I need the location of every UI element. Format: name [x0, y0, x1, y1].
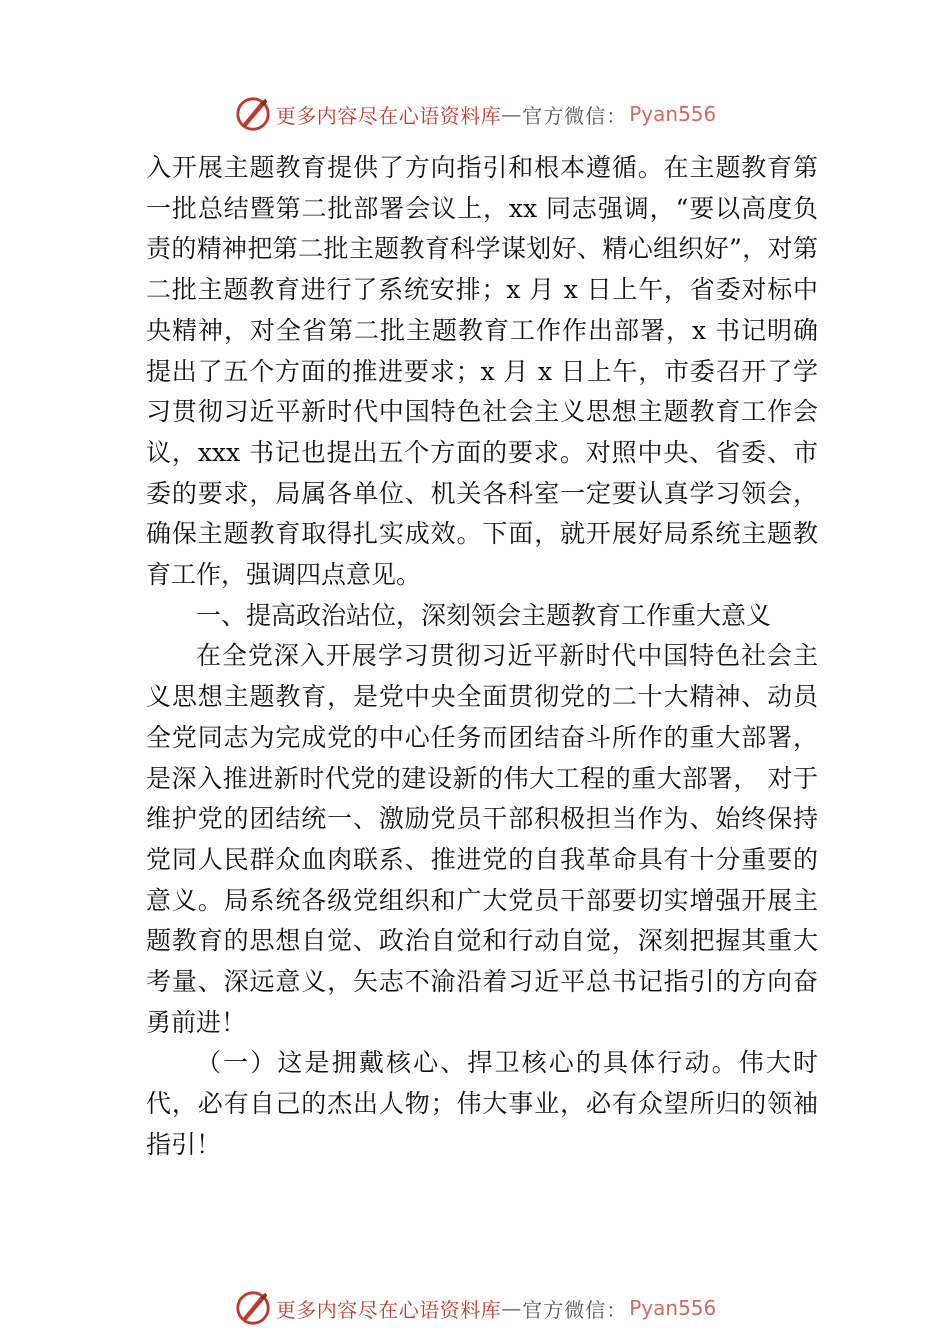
paragraph-1: 入开展主题教育提供了方向指引和根本遵循。在主题教育第一批总结暨第二批部署会议上，xx 同志强调，“要以高度负责的精神把第二批主题教育科学谋划好、精心组织好”，对第二批主题教育进行了系统安排；x 月 x 日上午，省委对标中央精神，对全省第二批主题教育工作作出部署，x 书记明确提出了五个方面的推进要求；x 月 x 日上午，市委召开了学习贯彻习近平新时代中国特色社会主义思想主题教育工作会议，xxx 书记也提出五个方面的要求。对照中央、省委、市委的要求，局属各单位、机关各科室一定要认真学习领会， 确保主题教育取得扎实成效。下面，就开展好局系统主题教育工作，强调四点意见。: [146, 153, 818, 590]
banner-account: Pyan556: [629, 102, 717, 126]
pen-logo-icon: [234, 95, 272, 133]
pen-logo-icon: [234, 1289, 272, 1327]
banner-account: Pyan556: [629, 1296, 717, 1320]
banner-wechat-label: 官方微信：: [522, 103, 628, 128]
banner-dash: —: [501, 102, 523, 126]
section-heading-1: 一、提高政治站位，深刻领会主题教育工作重大意义: [196, 600, 772, 630]
banner-brand: 更多内容尽在心语资料库: [275, 103, 502, 128]
banner-wechat-label: 官方微信：: [522, 1297, 628, 1322]
banner-dash: —: [501, 1296, 523, 1320]
document-body: [146, 148, 818, 1166]
footer-banner: [0, 1286, 950, 1330]
paragraph-2: 在全党深入开展学习贯彻习近平新时代中国特色社会主义思想主题教育，是党中央全面贯彻党的二十大精神、动员全党同志为完成党的中心任务而团结奋斗所作的重大部署，是深入推进新时代党的建设新的伟大工程的重大部署， 对于维护党的团结统一、激励党员干部积极担当作为、始终保持党同人民群众血肉联系、推进党的自我革命具有十分重要的意义。局系统各级党组织和广大党员干部要切实增强开展主题教育的思想自觉、政治自觉和行动自觉，深刻把握其重大考量、深远意义，矢志不渝沿着习近平总书记指引的方向奋勇前进！: [146, 641, 818, 1037]
paragraph-3: （一）这是拥戴核心、捍卫核心的具体行动。伟大时代，必有自己的杰出人物；伟大事业，必有众望所归的领袖指引！: [146, 1048, 818, 1159]
banner-brand: 更多内容尽在心语资料库: [275, 1297, 502, 1322]
header-banner: [0, 92, 950, 136]
